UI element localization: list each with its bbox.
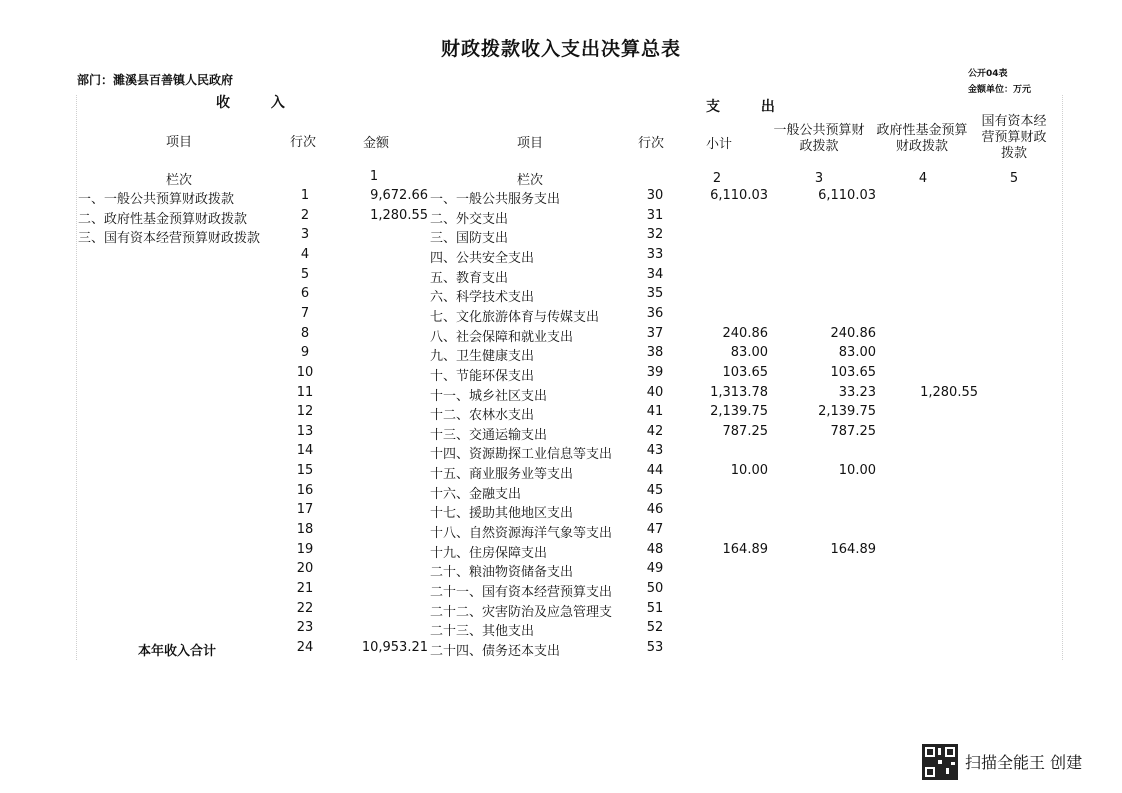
table-cell-expense-line: 49: [646, 561, 664, 576]
table-cell-income-line: 24: [296, 640, 314, 655]
table-cell-income-line: 23: [296, 620, 314, 635]
col-income-amount: 金额: [363, 136, 390, 151]
table-cell-expense-line: 34: [646, 267, 664, 282]
table-cell-expense-item: 十四、资源勘探工业信息等支出: [430, 447, 613, 462]
table-cell-income-line: 10: [296, 365, 314, 380]
table-cell-expense-item: 十六、金融支出: [430, 487, 522, 502]
table-cell-subtotal: 240.86: [722, 326, 768, 341]
table-cell-general-budget-amount: 10.00: [838, 463, 876, 478]
table-cell-expense-line: 38: [646, 345, 664, 360]
table-cell-subtotal: 164.89: [722, 542, 768, 557]
index-subtotal: 2: [712, 171, 722, 186]
table-cell-expense-item: 五、教育支出: [430, 271, 509, 286]
income-section-label: 收 入: [216, 95, 303, 111]
table-cell-subtotal: 83.00: [730, 345, 768, 360]
table-cell-expense-line: 30: [646, 188, 664, 203]
table-cell-income-line: 1: [300, 188, 310, 203]
table-cell-expense-line: 43: [646, 443, 664, 458]
table-cell-income-line: 7: [300, 306, 310, 321]
table-cell-income-line: 21: [296, 581, 314, 596]
table-cell-general-budget-amount: 787.25: [830, 424, 876, 439]
table-cell-expense-item: 二十四、债务还本支出: [430, 644, 561, 659]
table-rule: [76, 95, 77, 660]
table-cell-general-budget-amount: 240.86: [830, 326, 876, 341]
table-cell-expense-line: 46: [646, 502, 664, 517]
table-cell-income-line: 22: [296, 601, 314, 616]
table-cell-income-line: 12: [296, 404, 314, 419]
table-cell-expense-item: 十一、城乡社区支出: [430, 389, 548, 404]
table-cell-general-budget-amount: 103.65: [830, 365, 876, 380]
table-cell-expense-item: 二十一、国有资本经营预算支出: [430, 585, 613, 600]
col-subtotal: 小计: [706, 137, 733, 152]
table-cell-expense-line: 52: [646, 620, 664, 635]
table-cell-general-budget-amount: 33.23: [838, 385, 876, 400]
expense-section-label: 支 出: [706, 99, 793, 115]
table-cell-income-item: 三、国有资本经营预算财政拨款: [78, 231, 261, 246]
table-cell-income-line: 11: [296, 385, 314, 400]
col-expense-item: 项目: [517, 136, 544, 151]
col-gov-fund: 政府性基金预算财政拨款: [876, 123, 968, 154]
table-cell-expense-item: 二十三、其他支出: [430, 624, 535, 639]
table-cell-expense-item: 三、国防支出: [430, 231, 509, 246]
amount-unit: 金额单位：万元: [968, 85, 1032, 95]
table-cell-expense-line: 35: [646, 286, 664, 301]
table-cell-expense-line: 31: [646, 208, 664, 223]
index-amount: 1: [369, 169, 379, 184]
table-cell-expense-item: 十二、农林水支出: [430, 408, 535, 423]
table-cell-expense-item: 九、卫生健康支出: [430, 349, 535, 364]
table-cell-expense-item: 二、外交支出: [430, 212, 509, 227]
table-cell-subtotal: 10.00: [730, 463, 768, 478]
col-general-budget: 一般公共预算财政拨款: [773, 123, 865, 154]
table-cell-subtotal: 2,139.75: [710, 404, 768, 419]
table-cell-income-line: 17: [296, 502, 314, 517]
table-cell-general-budget-amount: 6,110.03: [818, 188, 876, 203]
table-cell-expense-item: 十九、住房保障支出: [430, 546, 548, 561]
table-cell-expense-item: 十五、商业服务业等支出: [430, 467, 574, 482]
table-cell-income-item: 本年收入合计: [138, 644, 217, 659]
table-cell-expense-line: 42: [646, 424, 664, 439]
table-cell-income-amount: 1,280.55: [370, 208, 428, 223]
table-cell-expense-item: 四、公共安全支出: [430, 251, 535, 266]
table-cell-expense-line: 53: [646, 640, 664, 655]
table-cell-gov-fund-amount: 1,280.55: [920, 385, 978, 400]
table-cell-expense-item: 十八、自然资源海洋气象等支出: [430, 526, 613, 541]
table-cell-expense-item: 十七、援助其他地区支出: [430, 506, 574, 521]
table-cell-income-line: 2: [300, 208, 310, 223]
table-cell-expense-item: 一、一般公共服务支出: [430, 192, 561, 207]
table-cell-expense-line: 39: [646, 365, 664, 380]
table-cell-income-line: 15: [296, 463, 314, 478]
table-cell-expense-line: 41: [646, 404, 664, 419]
table-cell-subtotal: 787.25: [722, 424, 768, 439]
table-cell-expense-line: 47: [646, 522, 664, 537]
col-expense-line: 行次: [638, 136, 665, 151]
table-cell-general-budget-amount: 164.89: [830, 542, 876, 557]
table-cell-expense-item: 七、文化旅游体育与传媒支出: [430, 310, 600, 325]
table-cell-expense-line: 45: [646, 483, 664, 498]
table-cell-expense-item: 二十、粮油物资储备支出: [430, 565, 574, 580]
table-cell-income-line: 18: [296, 522, 314, 537]
table-cell-income-item: 二、政府性基金预算财政拨款: [78, 212, 248, 227]
table-cell-expense-line: 44: [646, 463, 664, 478]
index-gov-fund: 4: [918, 171, 928, 186]
table-cell-income-line: 13: [296, 424, 314, 439]
index-label: 栏次: [166, 173, 193, 188]
form-number: 公开04表: [968, 69, 1008, 79]
table-cell-expense-line: 50: [646, 581, 664, 596]
scanner-watermark-text: 扫描全能王 创建: [965, 753, 1083, 772]
table-cell-expense-item: 十三、交通运输支出: [430, 428, 548, 443]
col-income-item: 项目: [166, 135, 193, 150]
table-cell-income-item: 一、一般公共预算财政拨款: [78, 192, 235, 207]
table-cell-expense-line: 51: [646, 601, 664, 616]
col-soe-budget: 国有资本经营预算财政拨款: [981, 114, 1047, 161]
table-cell-subtotal: 1,313.78: [710, 385, 768, 400]
table-cell-expense-line: 33: [646, 247, 664, 262]
table-cell-subtotal: 103.65: [722, 365, 768, 380]
table-cell-income-line: 6: [300, 286, 310, 301]
department-label: 部门：濉溪县百善镇人民政府: [77, 73, 234, 87]
table-cell-expense-item: 六、科学技术支出: [430, 290, 535, 305]
index-label-2: 栏次: [517, 173, 544, 188]
table-cell-expense-item: 二十二、灾害防治及应急管理支: [430, 605, 613, 620]
page-title: 财政拨款收入支出决算总表: [440, 38, 681, 60]
table-cell-income-line: 16: [296, 483, 314, 498]
col-income-line: 行次: [290, 135, 317, 150]
table-cell-income-line: 9: [300, 345, 310, 360]
table-cell-income-amount: 10,953.21: [361, 640, 428, 655]
index-general: 3: [814, 171, 824, 186]
table-cell-income-amount: 9,672.66: [370, 188, 428, 203]
table-cell-expense-line: 37: [646, 326, 664, 341]
table-cell-income-line: 5: [300, 267, 310, 282]
table-cell-expense-line: 40: [646, 385, 664, 400]
qr-code-icon: [922, 744, 958, 780]
table-cell-expense-line: 36: [646, 306, 664, 321]
table-cell-subtotal: 6,110.03: [710, 188, 768, 203]
table-cell-expense-line: 32: [646, 227, 664, 242]
table-cell-general-budget-amount: 2,139.75: [818, 404, 876, 419]
table-cell-expense-line: 48: [646, 542, 664, 557]
table-cell-income-line: 14: [296, 443, 314, 458]
table-cell-expense-item: 十、节能环保支出: [430, 369, 535, 384]
table-cell-income-line: 8: [300, 326, 310, 341]
table-cell-income-line: 19: [296, 542, 314, 557]
table-cell-income-line: 4: [300, 247, 310, 262]
index-soe: 5: [1009, 171, 1019, 186]
table-cell-general-budget-amount: 83.00: [838, 345, 876, 360]
table-rule: [1062, 95, 1063, 660]
table-cell-income-line: 20: [296, 561, 314, 576]
table-cell-income-line: 3: [300, 227, 310, 242]
table-cell-expense-item: 八、社会保障和就业支出: [430, 330, 574, 345]
